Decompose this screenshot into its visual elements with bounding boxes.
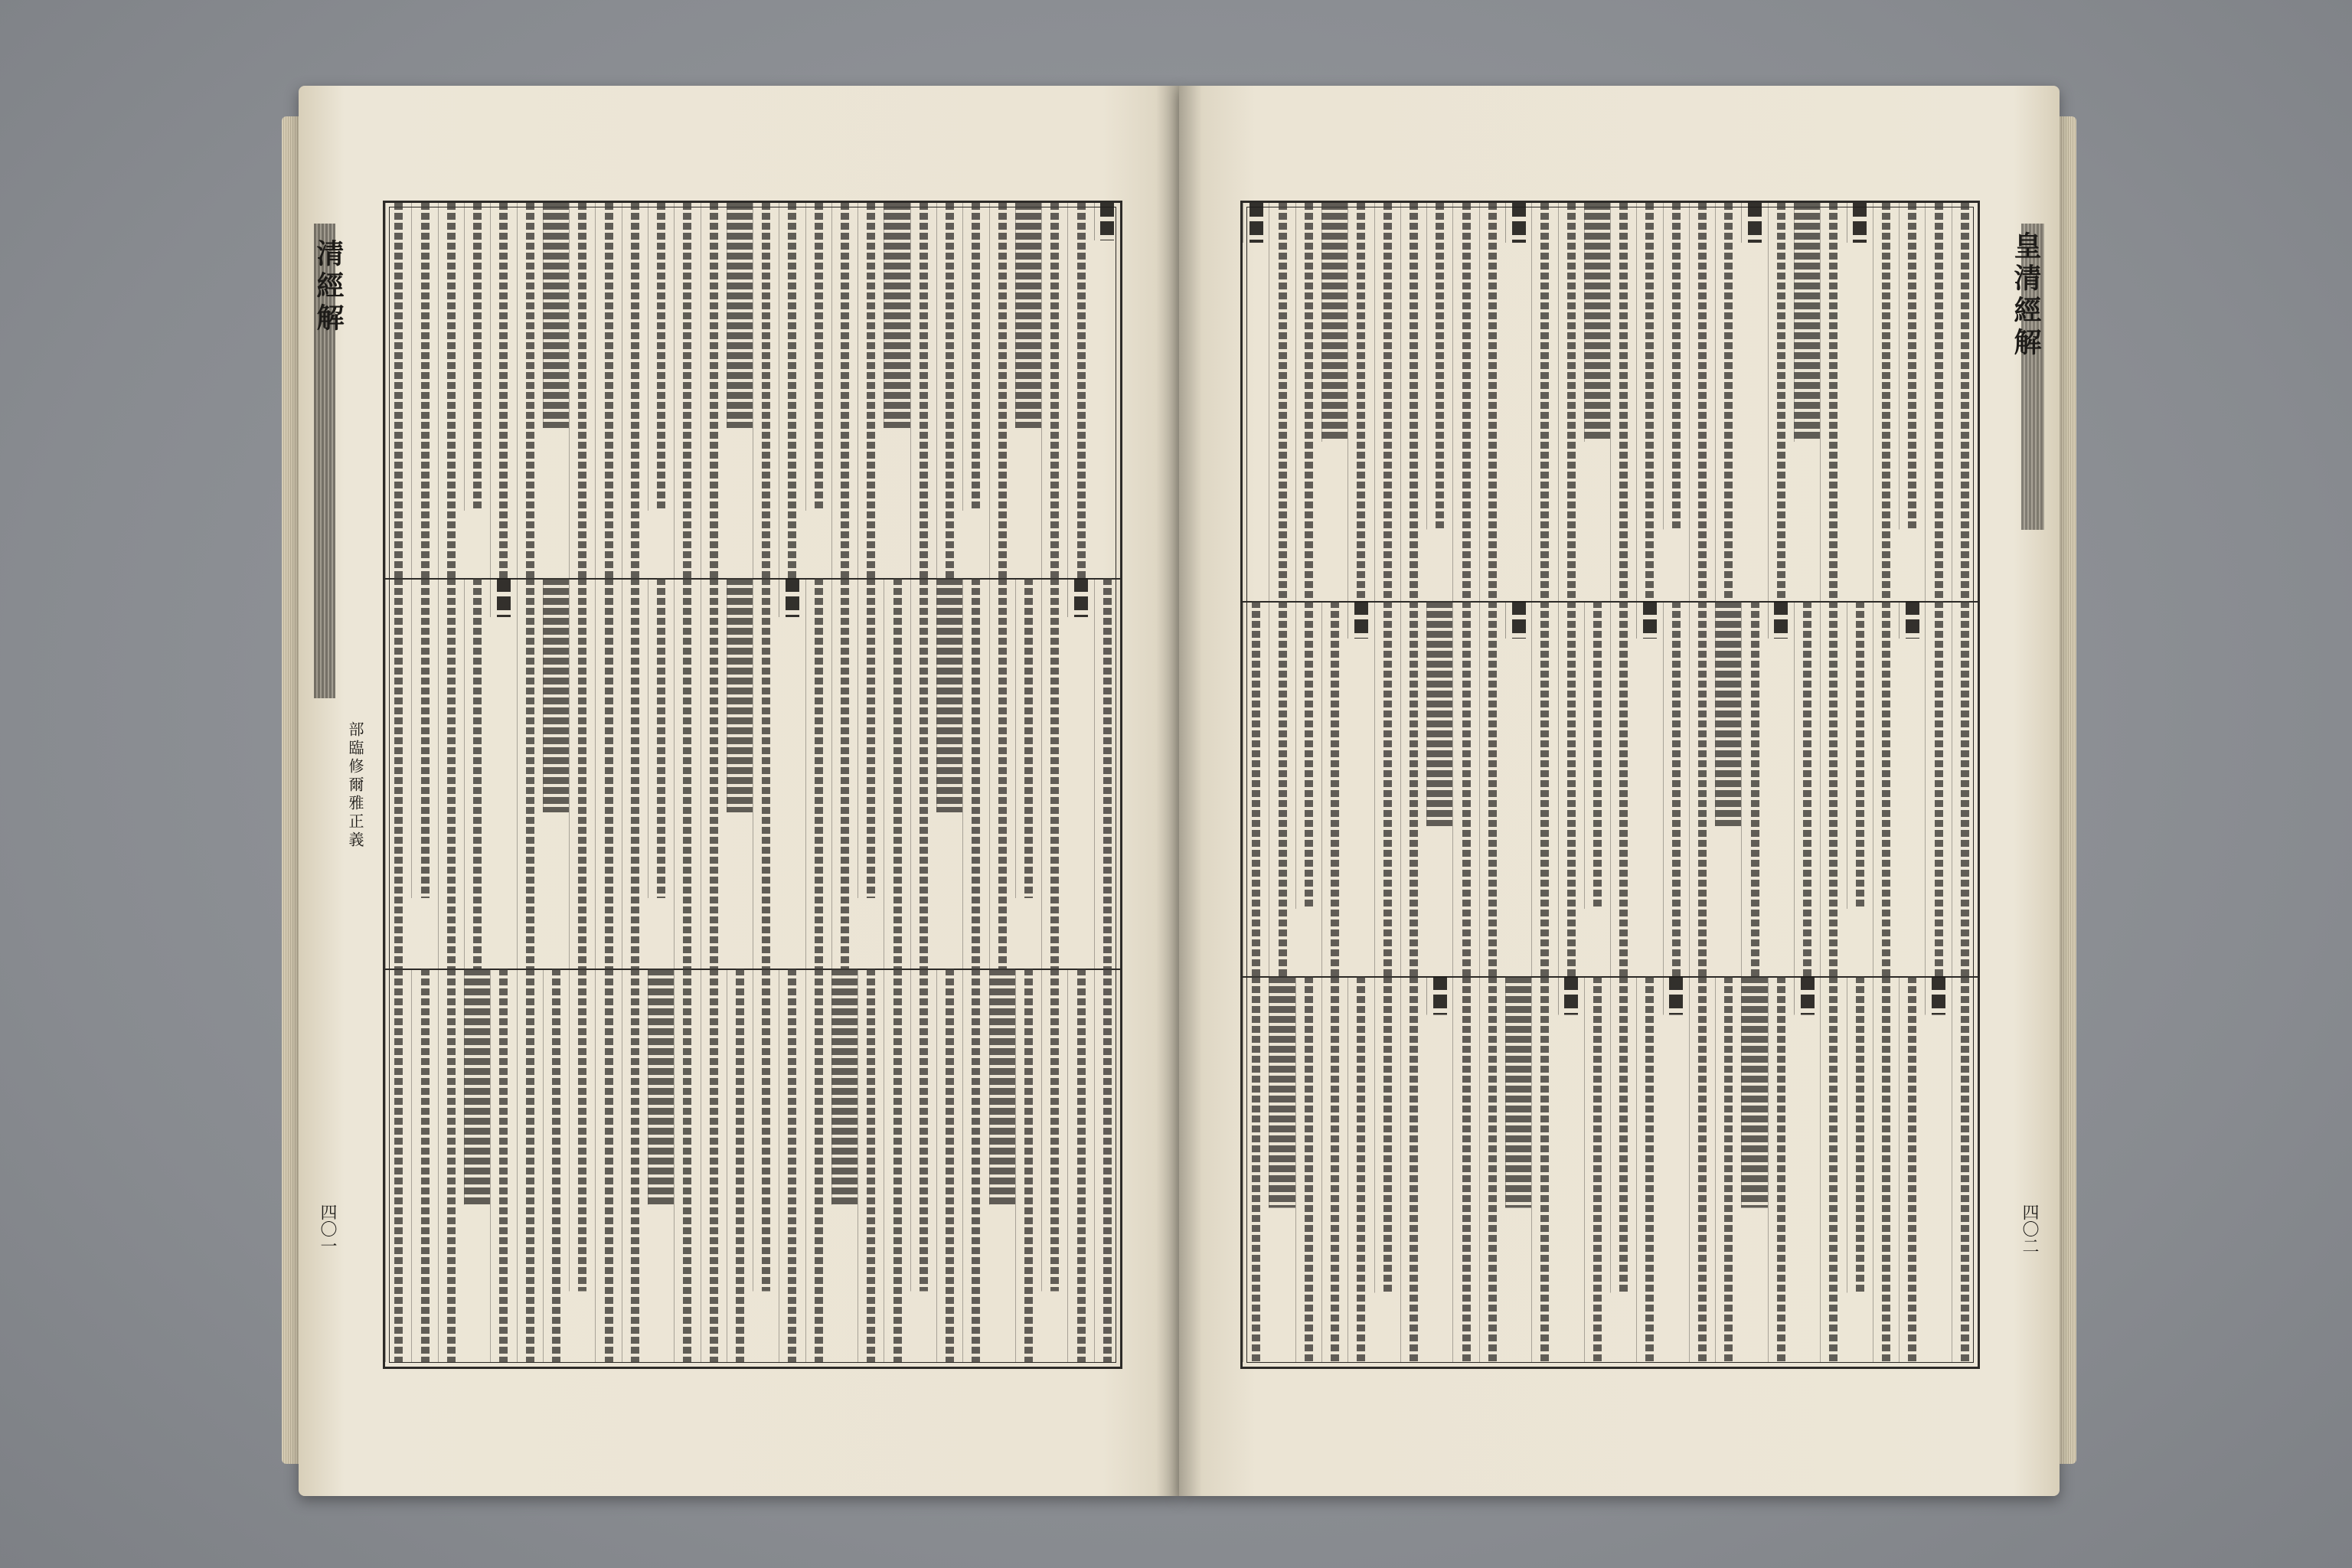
text-column (884, 578, 910, 969)
text-column (989, 969, 1015, 1362)
right-register-bottom (1243, 976, 1978, 1362)
left-margin-subtitle: 部臨修爾雅正義 (346, 721, 364, 850)
text-column (490, 969, 516, 1362)
text-column (1015, 969, 1041, 1362)
text-column (1426, 601, 1452, 976)
text-column (1925, 203, 1951, 601)
text-column (438, 203, 464, 578)
text-column (1041, 969, 1067, 1362)
left-columns-top (385, 203, 1120, 578)
text-column (1689, 976, 1715, 1362)
text-column (648, 969, 674, 1362)
text-column (858, 969, 884, 1362)
right-register-top (1243, 203, 1978, 603)
right-columns-bottom (1243, 976, 1978, 1362)
text-column (962, 969, 988, 1362)
text-column (1295, 203, 1321, 601)
text-column (1269, 976, 1295, 1362)
text-column (543, 969, 569, 1362)
text-column (1321, 203, 1348, 601)
text-column (805, 969, 831, 1362)
text-column (1531, 976, 1557, 1362)
text-column (989, 203, 1015, 578)
text-column (1067, 969, 1093, 1362)
text-column (1636, 601, 1662, 976)
left-columns-bottom (385, 969, 1120, 1362)
text-column (569, 578, 595, 969)
text-column (1558, 601, 1584, 976)
left-register-top (385, 203, 1120, 580)
text-column (1794, 601, 1820, 976)
left-page (299, 86, 1179, 1496)
open-book (299, 86, 2060, 1496)
text-column (1847, 601, 1873, 976)
text-column (1531, 601, 1557, 976)
text-column (1925, 601, 1951, 976)
right-text-frame (1240, 201, 1980, 1369)
text-column (1243, 976, 1269, 1362)
text-column (1689, 601, 1715, 976)
text-column (1768, 976, 1794, 1362)
text-column (1820, 976, 1846, 1362)
text-column (1531, 203, 1557, 601)
text-column (1873, 203, 1899, 601)
text-column (1663, 203, 1689, 601)
text-column (1243, 601, 1269, 976)
text-column (1348, 976, 1374, 1362)
text-column (385, 969, 411, 1362)
text-column (1794, 203, 1820, 601)
text-column (543, 578, 569, 969)
text-column (989, 578, 1015, 969)
text-column (1505, 601, 1531, 976)
text-column (1873, 601, 1899, 976)
text-column (1015, 578, 1041, 969)
text-column (753, 203, 779, 578)
text-column (1479, 601, 1505, 976)
text-column (962, 203, 988, 578)
right-columns-top (1243, 203, 1978, 601)
left-columns-middle (385, 578, 1120, 969)
text-column (1820, 601, 1846, 976)
text-column (1094, 578, 1120, 969)
text-column (1952, 976, 1978, 1362)
text-column (464, 969, 490, 1362)
text-column (411, 203, 437, 578)
text-column (1400, 601, 1426, 976)
text-column (1348, 203, 1374, 601)
text-column (595, 969, 621, 1362)
text-column (1715, 601, 1741, 976)
text-column (936, 203, 962, 578)
text-column (411, 969, 437, 1362)
text-column (1768, 601, 1794, 976)
text-column (1741, 203, 1767, 601)
text-column (1847, 203, 1873, 601)
text-column (1269, 203, 1295, 601)
text-column (1452, 601, 1478, 976)
text-column (464, 578, 490, 969)
text-column (385, 578, 411, 969)
text-column (1558, 203, 1584, 601)
text-column (1663, 976, 1689, 1362)
text-column (1873, 976, 1899, 1362)
text-column (1584, 601, 1610, 976)
text-column (1295, 601, 1321, 976)
text-column (1505, 976, 1531, 1362)
left-register-middle (385, 578, 1120, 970)
text-column (569, 203, 595, 578)
text-column (1663, 601, 1689, 976)
text-column (595, 578, 621, 969)
book-gutter (1156, 86, 1202, 1496)
text-column (622, 203, 648, 578)
text-column (385, 203, 411, 578)
text-column (1452, 976, 1478, 1362)
text-column (1067, 203, 1093, 578)
text-column (517, 969, 543, 1362)
text-column (858, 578, 884, 969)
text-column (805, 578, 831, 969)
text-column (884, 969, 910, 1362)
left-folio: 四〇一 (318, 1204, 337, 1254)
text-column (727, 969, 753, 1362)
text-column (1452, 203, 1478, 601)
text-column (411, 578, 437, 969)
text-column (701, 969, 727, 1362)
text-column (1847, 976, 1873, 1362)
text-column (779, 969, 805, 1362)
text-column (1505, 203, 1531, 601)
text-column (1067, 578, 1093, 969)
text-column (1374, 601, 1400, 976)
text-column (1794, 976, 1820, 1362)
text-column (753, 969, 779, 1362)
text-column (1094, 969, 1120, 1362)
text-column (1636, 203, 1662, 601)
text-column (727, 578, 753, 969)
right-register-middle (1243, 601, 1978, 978)
text-column (1015, 203, 1041, 578)
text-column (517, 203, 543, 578)
text-column (936, 969, 962, 1362)
text-column (1925, 976, 1951, 1362)
text-column (910, 969, 936, 1362)
text-column (805, 203, 831, 578)
text-column (1295, 976, 1321, 1362)
text-column (831, 969, 858, 1362)
text-column (858, 203, 884, 578)
text-column (674, 203, 700, 578)
text-column (1348, 601, 1374, 976)
text-column (1426, 203, 1452, 601)
text-column (464, 203, 490, 578)
text-column (1400, 203, 1426, 601)
text-column (490, 203, 516, 578)
text-column (1741, 976, 1767, 1362)
text-column (517, 578, 543, 969)
text-column (1400, 976, 1426, 1362)
text-column (701, 203, 727, 578)
text-column (1094, 203, 1120, 578)
text-column (1041, 203, 1067, 578)
text-column (831, 203, 858, 578)
text-column (779, 578, 805, 969)
text-column (1636, 976, 1662, 1362)
text-column (1768, 203, 1794, 601)
text-column (1610, 601, 1636, 976)
text-column (1689, 203, 1715, 601)
text-column (595, 203, 621, 578)
text-column (936, 578, 962, 969)
text-column (438, 969, 464, 1362)
text-column (1899, 976, 1925, 1362)
text-column (1820, 203, 1846, 601)
text-column (884, 203, 910, 578)
text-column (1321, 601, 1348, 976)
text-column (753, 578, 779, 969)
text-column (490, 578, 516, 969)
text-column (831, 578, 858, 969)
left-margin-title: 清經解 (312, 239, 345, 335)
text-column (779, 203, 805, 578)
text-column (1374, 203, 1400, 601)
text-column (1741, 601, 1767, 976)
text-column (1479, 203, 1505, 601)
right-margin-title: 皇清經解 (2010, 231, 2042, 360)
text-column (910, 203, 936, 578)
text-column (1243, 203, 1269, 601)
text-column (622, 969, 648, 1362)
text-column (1715, 976, 1741, 1362)
text-column (1558, 976, 1584, 1362)
text-column (727, 203, 753, 578)
text-column (1584, 976, 1610, 1362)
text-column (674, 969, 700, 1362)
right-columns-middle (1243, 601, 1978, 976)
text-column (648, 578, 674, 969)
text-column (1269, 601, 1295, 976)
text-column (1610, 203, 1636, 601)
text-column (543, 203, 569, 578)
text-column (1584, 203, 1610, 601)
text-column (1041, 578, 1067, 969)
text-column (962, 578, 988, 969)
text-column (1952, 601, 1978, 976)
text-column (701, 578, 727, 969)
text-column (1899, 601, 1925, 976)
text-column (1899, 203, 1925, 601)
text-column (910, 578, 936, 969)
text-column (1952, 203, 1978, 601)
text-column (622, 578, 648, 969)
text-column (1426, 976, 1452, 1362)
left-text-frame (383, 201, 1122, 1369)
text-column (1374, 976, 1400, 1362)
text-column (1715, 203, 1741, 601)
text-column (1479, 976, 1505, 1362)
text-column (569, 969, 595, 1362)
right-folio: 四〇二 (2020, 1204, 2039, 1254)
text-column (438, 578, 464, 969)
text-column (674, 578, 700, 969)
text-column (1610, 976, 1636, 1362)
right-page (1179, 86, 2060, 1496)
text-column (648, 203, 674, 578)
text-column (1321, 976, 1348, 1362)
left-register-bottom (385, 969, 1120, 1362)
